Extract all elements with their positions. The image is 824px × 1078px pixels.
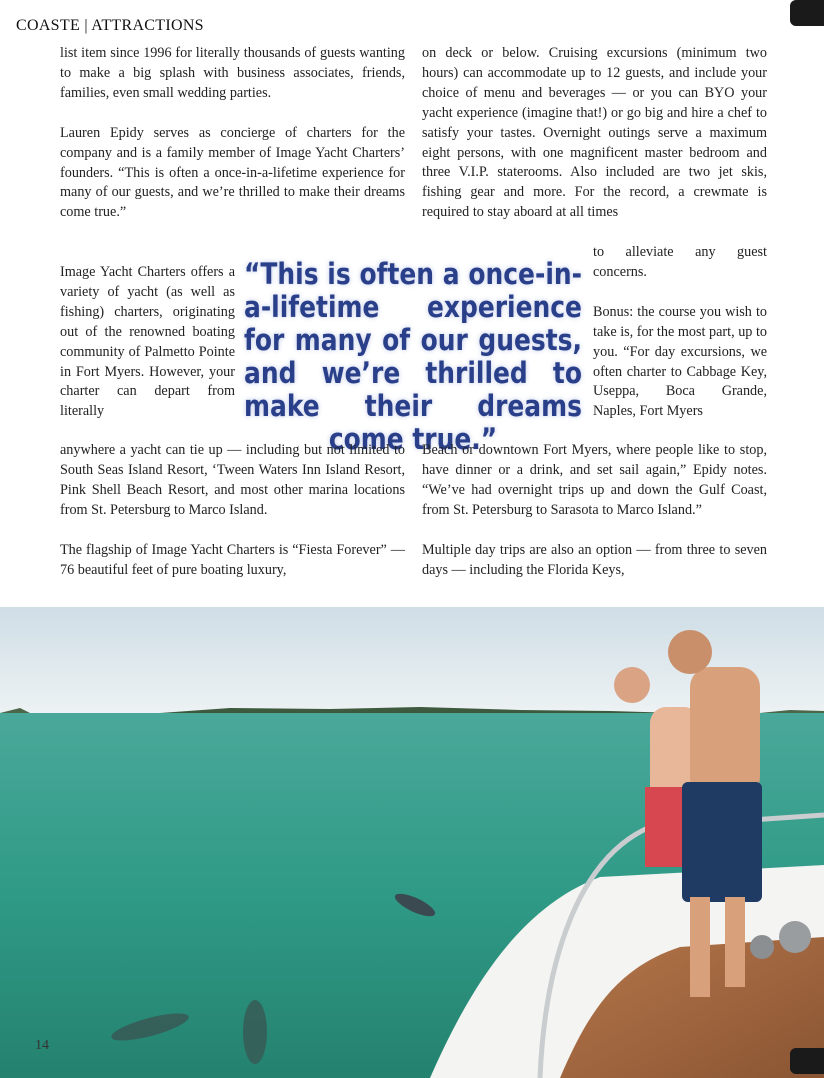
article-column-right-wrap [593,243,767,422]
photo-illustration [0,607,824,1078]
article-column-left-bottom [60,441,405,580]
dolphin [243,1000,267,1064]
man-figure [682,782,762,902]
anchor-winch [750,935,774,959]
article-paragraph: on deck or below. Cruising excursions (minimum two hours) can accommodate up to 12 guests, and include your choice of menu and beverages — or you can BYO your yacht experience (imagine that!) or go big and hire a chef to satisfy your tastes. Overnight outings serve a maximum eight persons, with one magnificent master bedroom and three V.I.P. staterooms. Also included are two jet skis, fishing gear and more. For the record, a crewmate is required to stay aboard at all times [422,45,767,221]
yacht-dolphin-photo [0,607,824,1078]
article-column-right-top [422,44,767,223]
article-column-left-wrap [60,263,235,422]
page-number: 14 [35,1038,49,1053]
article-paragraph: Beach or downtown Fort Myers, where people like to stop, have dinner or a drink, and set sail again,” Epidy notes. “We’ve had overnight trips up and down the Gulf Coast, from St. Petersburg to Sarasota to Marco Island.” [422,442,767,518]
article-paragraph: Multiple day trips are also an option — from three to seven days — including the Florida Keys, [422,541,767,578]
man-figure [690,897,710,997]
article-column-right-bottom [422,441,767,580]
man-figure [725,897,745,987]
anchor-winch [779,921,811,953]
man-figure [690,667,760,797]
woman-figure [614,667,650,703]
page-edge-tab-top [790,0,824,26]
man-figure [668,630,712,674]
article-column-left-top [60,44,405,223]
article-paragraph: to alleviate any guest concerns. [593,244,767,280]
pull-quote: “This is often a once-in-a-lifetime experience for many of our guests, and we’re thrilled to make their dreams come true.” [244,257,582,456]
article-paragraph: list item since 1996 for literally thousands of guests wanting to make a big splash with business associates, friends, families, even small wedding parties. [60,45,405,101]
article-paragraph: anywhere a yacht can tie up — including but not limited to South Seas Island Resort, ‘Tween Waters Inn Island Resort, Pink Shell Beach Resort, and most other marina locations from St. Petersburg to Marco Island. [60,442,405,518]
article-paragraph: Image Yacht Charters offers a variety of yacht (as well as fishing) charters, originating out of the renowned boating community of Palmetto Pointe in Fort Myers. However, your charter can depart from literally [60,264,235,420]
page-edge-tab-bottom [790,1048,824,1074]
article-paragraph: The flagship of Image Yacht Charters is “Fiesta Forever” — 76 beautiful feet of pure boating luxury, [60,541,405,578]
magazine-section-header: COASTE | ATTRACTIONS [16,17,204,34]
article-paragraph: Bonus: the course you wish to take is, for the most part, up to you. “For day excursions, we often charter to Cabbage Key, Useppa, Boca Grande, Naples, Fort Myers [593,303,767,420]
article-paragraph: Lauren Epidy serves as concierge of charters for the company and is a family member of Image Yacht Charters’ founders. “This is often a once-in-a-lifetime experience for many of our guests, and we’re thrilled to make their dreams come true.” [60,124,405,221]
